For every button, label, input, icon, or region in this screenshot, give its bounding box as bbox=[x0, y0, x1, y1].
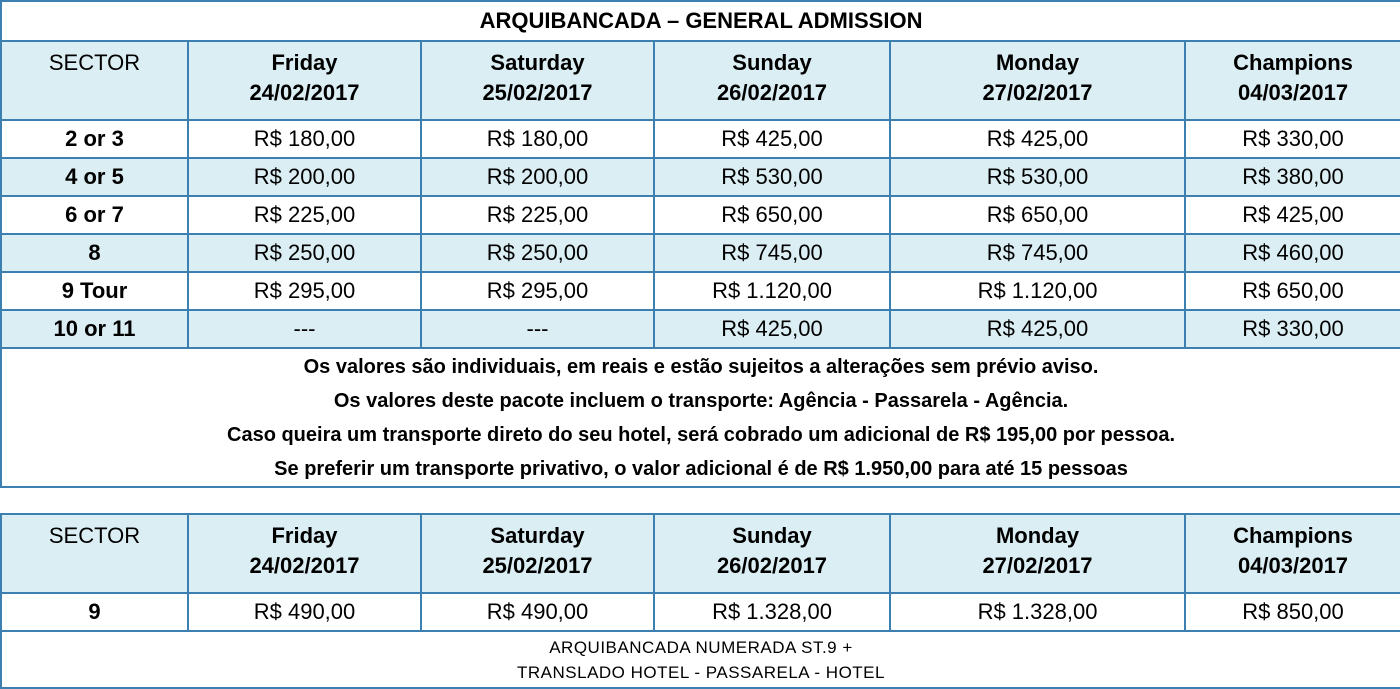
price-cell: R$ 490,00 bbox=[188, 593, 421, 631]
column-header-sunday: Sunday 26/02/2017 bbox=[654, 514, 890, 593]
sector9-footer bbox=[1, 631, 1400, 688]
table-row bbox=[1, 158, 1400, 196]
price-cell: R$ 225,00 bbox=[421, 196, 654, 234]
column-header-saturday: Saturday 25/02/2017 bbox=[421, 514, 654, 593]
price-cell: R$ 295,00 bbox=[421, 272, 654, 310]
footer-line: TRANSLADO HOTEL - PASSARELA - HOTEL bbox=[517, 662, 885, 682]
footer-line: ARQUIBANCADA NUMERADA ST.9 + bbox=[549, 637, 853, 657]
price-cell: R$ 850,00 bbox=[1185, 593, 1400, 631]
price-cell: R$ 330,00 bbox=[1185, 120, 1400, 158]
column-header-champions: Champions 04/03/2017 bbox=[1185, 514, 1400, 593]
note-line: Os valores são individuais, em reais e estão sujeitos a alterações sem prévio aviso. bbox=[303, 355, 1099, 378]
notes-block bbox=[1, 348, 1400, 487]
price-cell: R$ 1.328,00 bbox=[654, 593, 890, 631]
price-cell: --- bbox=[188, 310, 421, 348]
note-line: Os valores deste pacote incluem o transporte: Agência - Passarela - Agência. bbox=[333, 389, 1069, 412]
price-cell: R$ 1.120,00 bbox=[890, 272, 1185, 310]
price-cell: R$ 180,00 bbox=[421, 120, 654, 158]
column-header-friday: Friday 24/02/2017 bbox=[188, 514, 421, 593]
table-row bbox=[1, 196, 1400, 234]
price-cell: R$ 650,00 bbox=[890, 196, 1185, 234]
sector-cell: 9 bbox=[1, 593, 188, 631]
price-cell: R$ 1.328,00 bbox=[890, 593, 1185, 631]
table-row bbox=[1, 120, 1400, 158]
sector-cell: 8 bbox=[1, 234, 188, 272]
price-cell: R$ 425,00 bbox=[1185, 196, 1400, 234]
price-cell: R$ 490,00 bbox=[421, 593, 654, 631]
price-cell: R$ 295,00 bbox=[188, 272, 421, 310]
price-cell: --- bbox=[421, 310, 654, 348]
table-row bbox=[1, 234, 1400, 272]
price-cell: R$ 530,00 bbox=[654, 158, 890, 196]
column-header-sunday: Sunday 26/02/2017 bbox=[654, 41, 890, 120]
column-header-friday: Friday 24/02/2017 bbox=[188, 41, 421, 120]
price-cell: R$ 425,00 bbox=[654, 310, 890, 348]
price-cell: R$ 425,00 bbox=[890, 120, 1185, 158]
price-cell: R$ 250,00 bbox=[421, 234, 654, 272]
table-row bbox=[1, 310, 1400, 348]
note-line: Caso queira um transporte direto do seu hotel, será cobrado um adicional de R$ 195,00 por pessoa. bbox=[227, 423, 1176, 446]
price-cell: R$ 250,00 bbox=[188, 234, 421, 272]
column-header-sector: SECTOR bbox=[1, 41, 188, 120]
price-cell: R$ 225,00 bbox=[188, 196, 421, 234]
column-header-monday: Monday 27/02/2017 bbox=[890, 41, 1185, 120]
header-row bbox=[1, 41, 1400, 120]
table-row bbox=[1, 593, 1400, 631]
header-row bbox=[1, 514, 1400, 593]
price-cell: R$ 425,00 bbox=[890, 310, 1185, 348]
column-header-saturday: Saturday 25/02/2017 bbox=[421, 41, 654, 120]
price-cell: R$ 460,00 bbox=[1185, 234, 1400, 272]
price-cell: R$ 530,00 bbox=[890, 158, 1185, 196]
sector9-table bbox=[0, 513, 1400, 689]
column-header-champions: Champions 04/03/2017 bbox=[1185, 41, 1400, 120]
price-cell: R$ 200,00 bbox=[421, 158, 654, 196]
price-cell: R$ 180,00 bbox=[188, 120, 421, 158]
price-cell: R$ 745,00 bbox=[654, 234, 890, 272]
price-cell: R$ 650,00 bbox=[654, 196, 890, 234]
table-row bbox=[1, 272, 1400, 310]
note-line: Se preferir um transporte privativo, o valor adicional é de R$ 1.950,00 para até 15 pessoas bbox=[274, 457, 1128, 480]
price-cell: R$ 1.120,00 bbox=[654, 272, 890, 310]
table-title: ARQUIBANCADA – GENERAL ADMISSION bbox=[1, 1, 1400, 41]
price-cell: R$ 745,00 bbox=[890, 234, 1185, 272]
sector-cell: 2 or 3 bbox=[1, 120, 188, 158]
price-cell: R$ 380,00 bbox=[1185, 158, 1400, 196]
price-cell: R$ 200,00 bbox=[188, 158, 421, 196]
price-cell: R$ 650,00 bbox=[1185, 272, 1400, 310]
sector-cell: 4 or 5 bbox=[1, 158, 188, 196]
sector-cell: 6 or 7 bbox=[1, 196, 188, 234]
sector-cell: 10 or 11 bbox=[1, 310, 188, 348]
price-cell: R$ 330,00 bbox=[1185, 310, 1400, 348]
column-header-monday: Monday 27/02/2017 bbox=[890, 514, 1185, 593]
sector-cell: 9 Tour bbox=[1, 272, 188, 310]
column-header-sector: SECTOR bbox=[1, 514, 188, 593]
price-cell: R$ 425,00 bbox=[654, 120, 890, 158]
